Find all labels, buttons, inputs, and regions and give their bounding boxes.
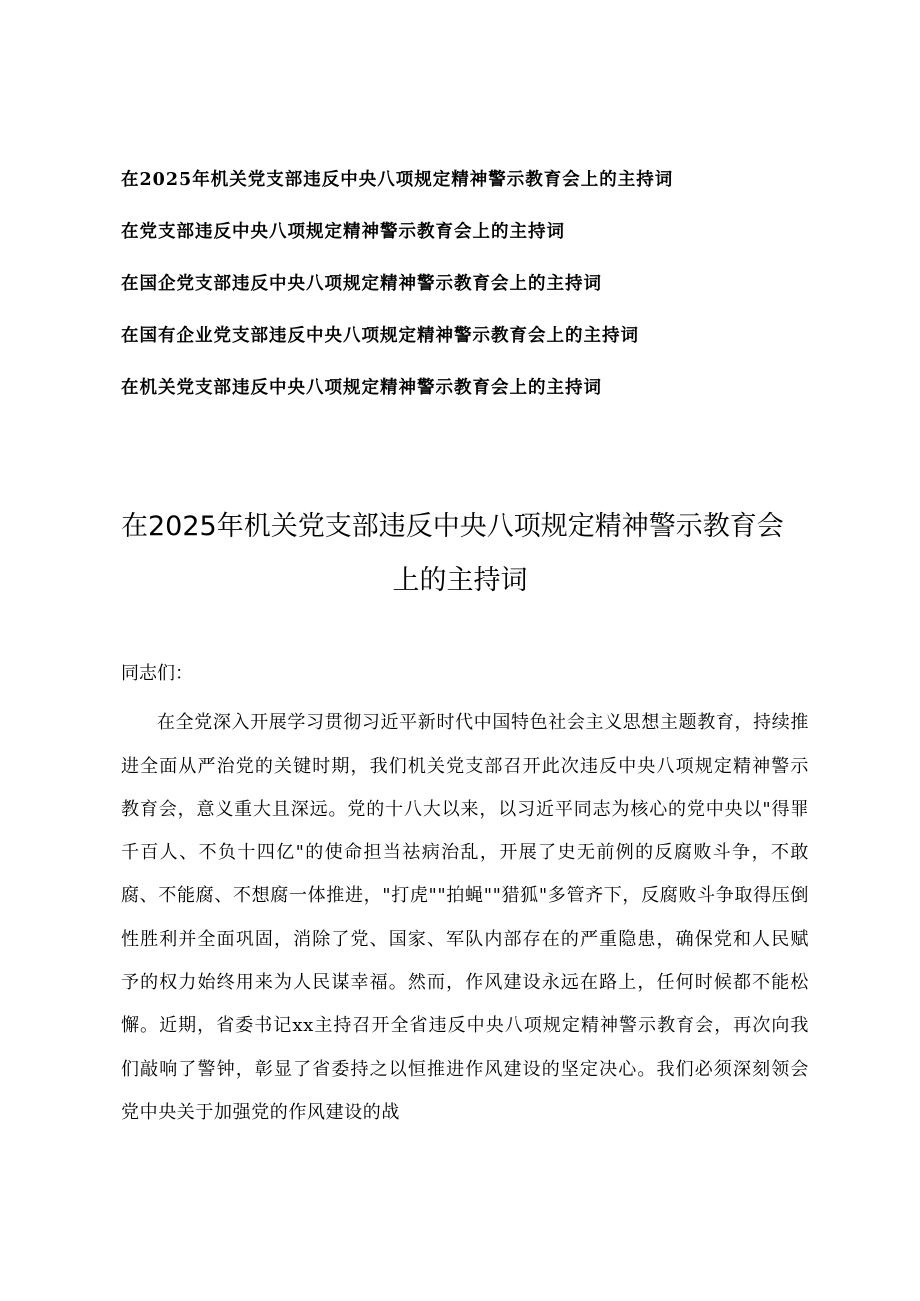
- toc-item: 在国有企业党支部违反中央八项规定精神警示教育会上的主持词: [121, 326, 639, 346]
- toc-item: 在国企党支部违反中央八项规定精神警示教育会上的主持词: [121, 274, 602, 294]
- document-title-line-1: 在2025年机关党支部违反中央八项规定精神警示教育会: [121, 511, 784, 542]
- body-paragraph: 在全党深入开展学习贯彻习近平新时代中国特色社会主义思想主题教育，持续推进全面从严治党的关键时期，我们机关党支部召开此次违反中央八项规定精神警示教育会，意义重大且深远。党的十八大以来，以习近平同志为核心的党中央以"得罪千百人、不负十四亿"的使命担当祛病治乱，开展了史无前例的反腐败斗争，不敢腐、不能腐、不想腐一体推进，"打虎""拍蝇""猎狐"多管齐下，反腐败斗争取得压倒性胜利并全面巩固，消除了党、国家、军队内部存在的严重隐患，确保党和人民赋予的权力始终用来为人民谋幸福。然而，作风建设永远在路上，任何时候都不能松懈。近期，省委书记xx主持召开全省违反中央八项规定精神警示教育会，再次向我们敲响了警钟，彰显了省委持之以恒推进作风建设的坚定决心。我们必须深刻领会党中央关于加强党的作风建设的战: [121, 712, 809, 1123]
- document-title: [0, 500, 920, 608]
- table-of-contents: [121, 168, 841, 428]
- document-title-line-2: 上的主持词: [392, 565, 528, 596]
- toc-item: 在2025年机关党支部违反中央八项规定精神警示教育会上的主持词: [121, 170, 674, 190]
- document-body: [121, 652, 809, 1134]
- salutation: 同志们：: [121, 663, 193, 684]
- toc-item: 在机关党支部违反中央八项规定精神警示教育会上的主持词: [121, 378, 602, 398]
- toc-item: 在党支部违反中央八项规定精神警示教育会上的主持词: [121, 222, 565, 242]
